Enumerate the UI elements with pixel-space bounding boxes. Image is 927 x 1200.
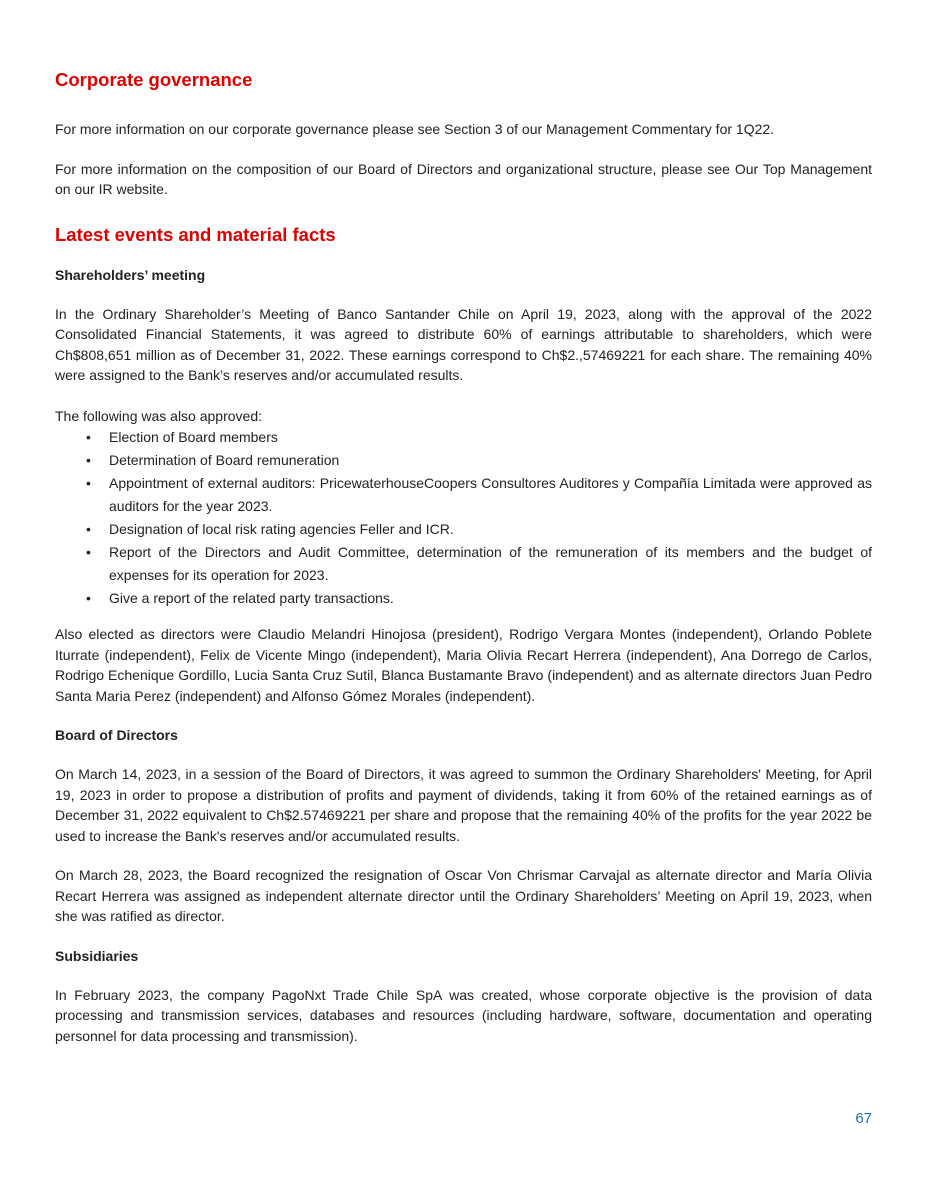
directors-elected-paragraph: Also elected as directors were Claudio Melandri Hinojosa (president), Rodrigo Vergara Montes (independent), Orlando Poblete Iturrate (independent), Felix de Vicente Mingo (independent), Maria Olivia Recart Herrera (independent), Ana Dorrego de Carlos, Rodrigo Echenique Gordillo, Lucia Santa Cruz Sutil, Blanca Bustamante Bravo (independent) and as alternate directors Juan Pedro Santa Maria Perez (independent) and Alfonso Gómez Morales (independent). xyxy=(55,626,872,704)
approved-intro: The following was also approved: xyxy=(55,407,263,424)
list-item: • Give a report of the related party transactions. xyxy=(109,587,872,610)
list-item: • Report of the Directors and Audit Committee, determination of the remuneration of its members and the budget of expenses for its operation for 2023. xyxy=(109,541,872,587)
subheading-subsidiaries: Subsidiaries xyxy=(55,947,139,964)
section-title-corporate-governance: Corporate governance xyxy=(55,69,253,90)
list-item: • Designation of local risk rating agencies Feller and ICR. xyxy=(109,518,872,541)
page-number: 67 xyxy=(855,1110,872,1127)
section-title-latest-events: Latest events and material facts xyxy=(55,223,336,245)
board-paragraph-1: On March 14, 2023, in a session of the Board of Directors, it was agreed to summon the Ordinary Shareholders' Meeting, for April 19, 2023 in order to propose a distribution of profits and payment of dividends, taking it from 60% of the retained earnings as of December 31, 2022 equivalent to Ch$2.57469221 per share and propose that the remaining 40% of the profits for the year 2022 be used to increase the Bank's reserves and/or accumulated results. xyxy=(55,766,872,844)
list-item: • Determination of Board remuneration xyxy=(109,449,872,472)
board-paragraph-2: On March 28, 2023, the Board recognized the resignation of Oscar Von Chrismar Carvajal as alternate director and María Olivia Recart Herrera was assigned as independent alternate director until the Ordinary Shareholders’ Meeting on April 19, 2023, when she was ratified as director. xyxy=(55,867,872,924)
approved-list xyxy=(55,426,872,610)
subheading-board-of-directors: Board of Directors xyxy=(55,727,178,743)
governance-paragraph-1: For more information on our corporate governance please see Section 3 of our Management Commentary for 1Q22. xyxy=(55,121,775,137)
list-item: • Appointment of external auditors: PricewaterhouseCoopers Consultores Auditores y Compañía Limitada were approved as auditors for the year 2023. xyxy=(109,472,872,518)
governance-paragraph-2: For more information on the composition of our Board of Directors and organizational structure, please see Our Top Management on our IR website. xyxy=(55,160,872,197)
subheading-shareholders-meeting: Shareholders’ meeting xyxy=(55,266,206,283)
list-item: • Election of Board members xyxy=(109,426,872,449)
subsidiaries-paragraph-1: In February 2023, the company PagoNxt Trade Chile SpA was created, whose corporate objective is the provision of data processing and transmission services, databases and resources (including hardware, software, documentation and operating personnel for data processing and transmission). xyxy=(55,986,872,1044)
document-page xyxy=(55,60,872,1046)
shareholders-paragraph-1: In the Ordinary Shareholder’s Meeting of Banco Santander Chile on April 19, 2023, along with the approval of the 2022 Consolidated Financial Statements, it was agreed to distribute 60% of earnings attributable to shareholders, which were Ch$808,651 million as of December 31, 2022. These earnings correspond to Ch$2.,57469221 for each share. The remaining 40% were assigned to the Bank’s reserves and/or accumulated results. xyxy=(55,305,872,383)
